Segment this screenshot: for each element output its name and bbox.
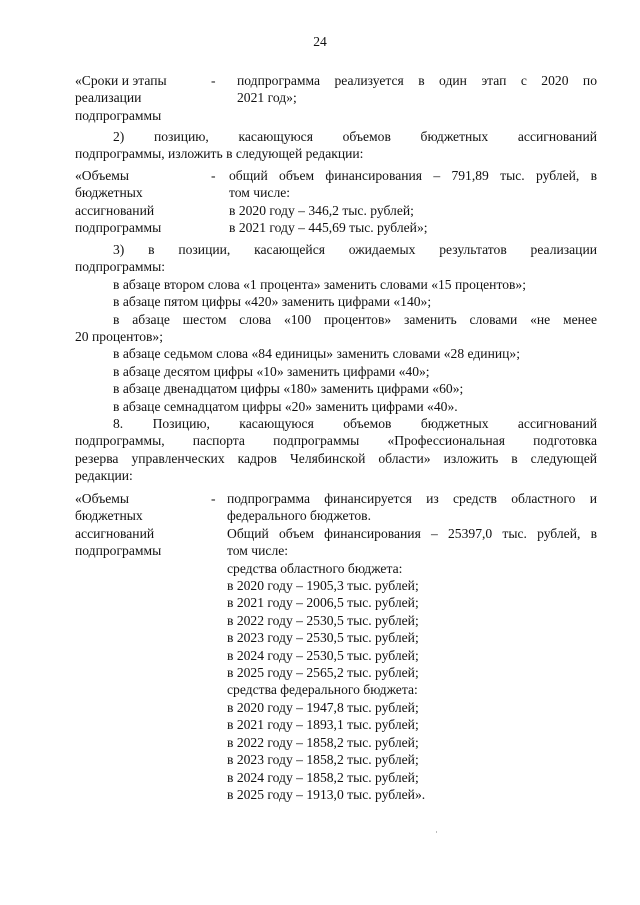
value-line: в 2020 году – 346,2 тыс. рублей;	[229, 202, 414, 218]
paragraph-line: 2) позицию, касающуюся объемов бюджетных ассигнований	[113, 129, 597, 144]
block-budget-2	[75, 490, 597, 803]
value-line: в 2024 году – 2530,5 тыс. рублей;	[227, 647, 419, 663]
list-item: 20 процентов»;	[75, 329, 163, 345]
paragraph-line: резерва управленческих кадров Челябинской области» изложить в следующей	[75, 450, 597, 466]
block-timeline-label	[75, 72, 211, 124]
value-line: в 2024 году – 1858,2 тыс. рублей;	[227, 769, 419, 785]
value-line: средства областного бюджета:	[227, 560, 403, 576]
value-line: в 2020 году – 1947,8 тыс. рублей;	[227, 699, 419, 715]
value-line: общий объем финансирования – 791,89 тыс. рублей, в	[229, 168, 597, 183]
label-line: «Объемы	[75, 168, 129, 183]
label-line: ассигнований	[75, 202, 155, 218]
value-line: в 2021 году – 445,69 тыс. рублей»;	[229, 220, 428, 236]
value-line: подпрограмма финансируется из средств областного и	[227, 491, 597, 506]
value-line: подпрограмма реализуется в один этап с 2020 по	[237, 73, 597, 88]
label-line: реализации	[75, 90, 142, 106]
label-line: подпрограммы	[75, 543, 162, 559]
paragraph-line: 8. Позицию, касающуюся объемов бюджетных ассигнований	[113, 416, 597, 431]
value-line: в 2025 году – 1913,0 тыс. рублей».	[227, 786, 426, 802]
scan-speck	[436, 831, 437, 833]
value-line: в 2025 году – 2565,2 тыс. рублей;	[227, 665, 419, 681]
paragraph-2	[75, 128, 597, 163]
page-number: 24	[313, 34, 327, 49]
value-line: в 2020 году – 1905,3 тыс. рублей;	[227, 578, 419, 594]
label-line: подпрограммы	[75, 107, 162, 123]
value-line: федерального бюджетов.	[227, 508, 371, 524]
dash: -	[211, 491, 216, 506]
value-line: том числе:	[229, 185, 291, 201]
paragraph-3	[75, 241, 597, 415]
block-budget-1-label	[75, 167, 211, 237]
paragraph-line: редакции:	[75, 468, 133, 484]
value-line: в 2022 году – 1858,2 тыс. рублей;	[227, 734, 419, 750]
value-line: средства федерального бюджета:	[227, 682, 418, 698]
list-item: в абзаце шестом слова «100 процентов» заменить словами «не менее	[113, 311, 597, 327]
label-line: «Объемы	[75, 491, 129, 506]
list-item: в абзаце семнадцатом цифры «20» заменить цифрами «40».	[113, 398, 458, 414]
block-budget-1-value	[229, 167, 597, 237]
list-item: в абзаце двенадцатом цифры «180» заменить цифрами «60»;	[113, 381, 464, 397]
paragraph-line: 3) в позиции, касающейся ожидаемых результатов реализации	[113, 242, 597, 257]
label-line: подпрограммы	[75, 220, 162, 236]
paragraph-line: подпрограммы, паспорта подпрограммы «Профессиональная подготовка	[75, 433, 597, 449]
value-line: в 2023 году – 2530,5 тыс. рублей;	[227, 630, 419, 646]
block-budget-2-label	[75, 490, 211, 803]
dash: -	[211, 73, 216, 88]
value-line: в 2023 году – 1858,2 тыс. рублей;	[227, 752, 419, 768]
value-line: в 2021 году – 1893,1 тыс. рублей;	[227, 717, 419, 733]
value-line: Общий объем финансирования – 25397,0 тыс. рублей, в	[227, 525, 597, 541]
block-budget-1	[75, 167, 597, 237]
dash: -	[211, 168, 216, 183]
block-timeline-value	[237, 72, 597, 124]
label-line: бюджетных	[75, 508, 143, 524]
paragraph-line: подпрограммы, изложить в следующей редакции:	[75, 146, 364, 162]
label-line: ассигнований	[75, 525, 155, 541]
block-budget-2-value	[227, 490, 597, 803]
label-line: бюджетных	[75, 185, 143, 201]
block-timeline	[75, 72, 597, 124]
label-line: «Сроки и этапы	[75, 73, 167, 88]
paragraph-line: подпрограммы:	[75, 259, 165, 275]
value-line: в 2022 году – 2530,5 тыс. рублей;	[227, 612, 419, 628]
value-line: в 2021 году – 2006,5 тыс. рублей;	[227, 595, 419, 611]
list-item: в абзаце втором слова «1 процента» заменить словами «15 процентов»;	[113, 276, 526, 292]
value-line: том числе:	[227, 543, 289, 559]
value-line: 2021 год»;	[237, 90, 297, 106]
paragraph-8	[75, 415, 597, 485]
list-item: в абзаце седьмом слова «84 единицы» заменить словами «28 единиц»;	[113, 346, 520, 362]
list-item: в абзаце пятом цифры «420» заменить цифрами «140»;	[113, 294, 432, 310]
list-item: в абзаце десятом цифры «10» заменить цифрами «40»;	[113, 363, 430, 379]
